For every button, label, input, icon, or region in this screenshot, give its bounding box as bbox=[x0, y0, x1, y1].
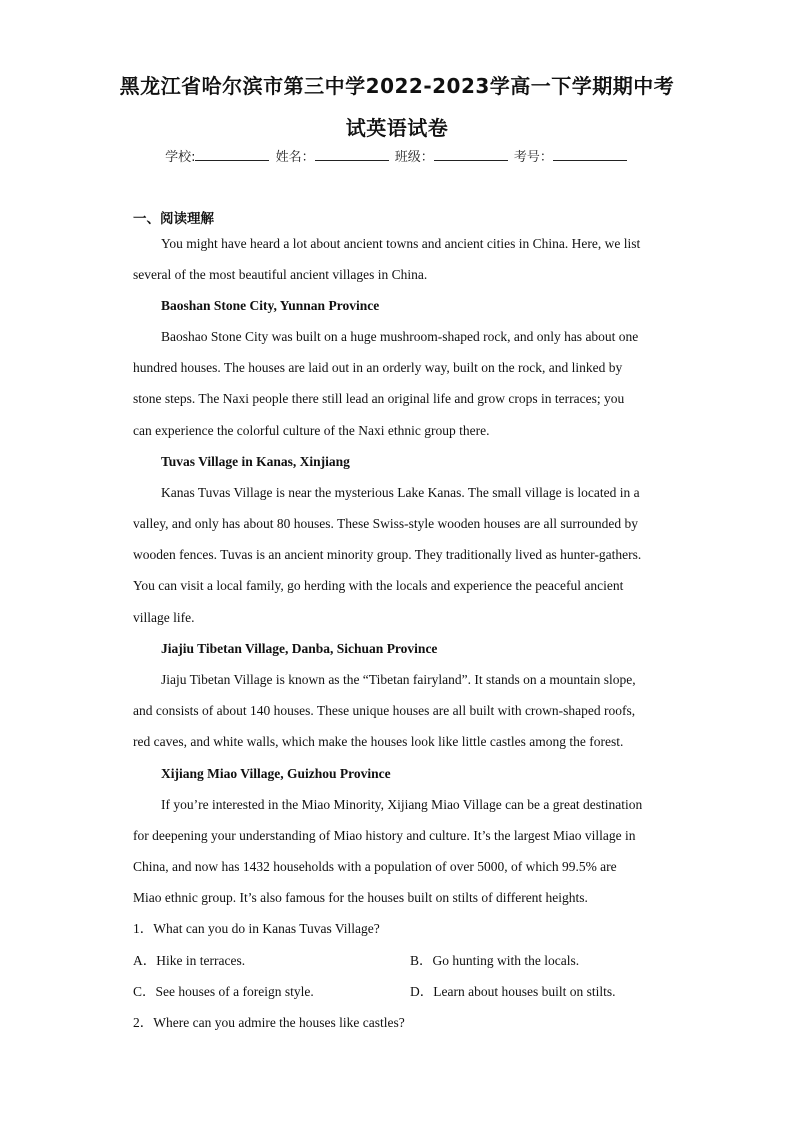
exam-number-blank[interactable] bbox=[553, 148, 627, 161]
passage-line: You can visit a local family, go herding with the locals and experience the peaceful ancient bbox=[133, 578, 624, 593]
passage-line: China, and now has 1432 households with a population of over 5000, of which 99.5% are bbox=[133, 859, 617, 874]
class-blank[interactable] bbox=[434, 148, 508, 161]
passage-line: can experience the colorful culture of the Naxi ethnic group there. bbox=[133, 423, 490, 438]
passage-line: and consists of about 140 houses. These unique houses are all built with crown-shaped roofs, bbox=[133, 703, 636, 718]
passage-line: stone steps. The Naxi people there still lead an original life and grow crops in terraces; you bbox=[133, 391, 625, 406]
subheading-xijiang: Xijiang Miao Village, Guizhou Province bbox=[161, 766, 391, 781]
passage-line: several of the most beautiful ancient villages in China. bbox=[133, 267, 428, 282]
passage-line: for deepening your understanding of Miao history and culture. It’s the largest Miao village in bbox=[133, 828, 636, 843]
question-1: 1．What can you do in Kanas Tuvas Village? bbox=[133, 921, 380, 936]
name-label: 姓名： bbox=[275, 150, 315, 165]
exam-number-label: 考号： bbox=[513, 150, 553, 165]
passage-line: Miao ethnic group. It’s also famous for the houses built on stilts of different heights. bbox=[133, 890, 588, 905]
passage-line: You might have heard a lot about ancient towns and ancient cities in China. Here, we list bbox=[161, 236, 641, 251]
passage-line: hundred houses. The houses are laid out in an orderly way, built on the rock, and linked by bbox=[133, 360, 623, 375]
exam-title-line-2: 试英语试卷 bbox=[345, 116, 449, 140]
passage-line: Jiaju Tibetan Village is known as the “Tibetan fairyland”. It stands on a mountain slope, bbox=[161, 672, 636, 687]
subheading-jiajiu: Jiajiu Tibetan Village, Danba, Sichuan Province bbox=[161, 641, 438, 656]
school-label: 学校: bbox=[165, 150, 196, 165]
exam-title-line-1: 黑龙江省哈尔滨市第三中学2022-2023学高一下学期期中考 bbox=[119, 74, 675, 98]
passage-line: If you’re interested in the Miao Minority, Xijiang Miao Village can be a great destination bbox=[161, 797, 643, 812]
q1-option-d[interactable]: D．Learn about houses built on stilts. bbox=[410, 984, 616, 999]
name-blank[interactable] bbox=[315, 148, 389, 161]
passage-line: red caves, and white walls, which make the houses look like little castles among the forest. bbox=[133, 734, 624, 749]
passage-line: village life. bbox=[133, 610, 195, 625]
q1-option-a[interactable]: A．Hike in terraces. bbox=[133, 953, 246, 968]
passage-line: wooden fences. Tuvas is an ancient minority group. They traditionally lived as hunter-gathers. bbox=[133, 547, 642, 562]
q1-option-b[interactable]: B．Go hunting with the locals. bbox=[410, 953, 580, 968]
subheading-baoshan: Baoshan Stone City, Yunnan Province bbox=[161, 298, 380, 313]
subheading-tuvas: Tuvas Village in Kanas, Xinjiang bbox=[161, 454, 350, 469]
passage-line: Baoshao Stone City was built on a huge mushroom-shaped rock, and only has about one bbox=[161, 329, 639, 344]
passage-line: Kanas Tuvas Village is near the mysterious Lake Kanas. The small village is located in a bbox=[161, 485, 640, 500]
question-2: 2．Where can you admire the houses like castles? bbox=[133, 1015, 405, 1030]
section-heading: 一、阅读理解 bbox=[133, 211, 214, 227]
school-blank[interactable] bbox=[195, 148, 269, 161]
passage-line: valley, and only has about 80 houses. These Swiss-style wooden houses are all surrounded by bbox=[133, 516, 639, 531]
student-info-row bbox=[0, 146, 794, 165]
class-label: 班级： bbox=[394, 150, 434, 165]
q1-option-c[interactable]: C．See houses of a foreign style. bbox=[133, 984, 314, 999]
